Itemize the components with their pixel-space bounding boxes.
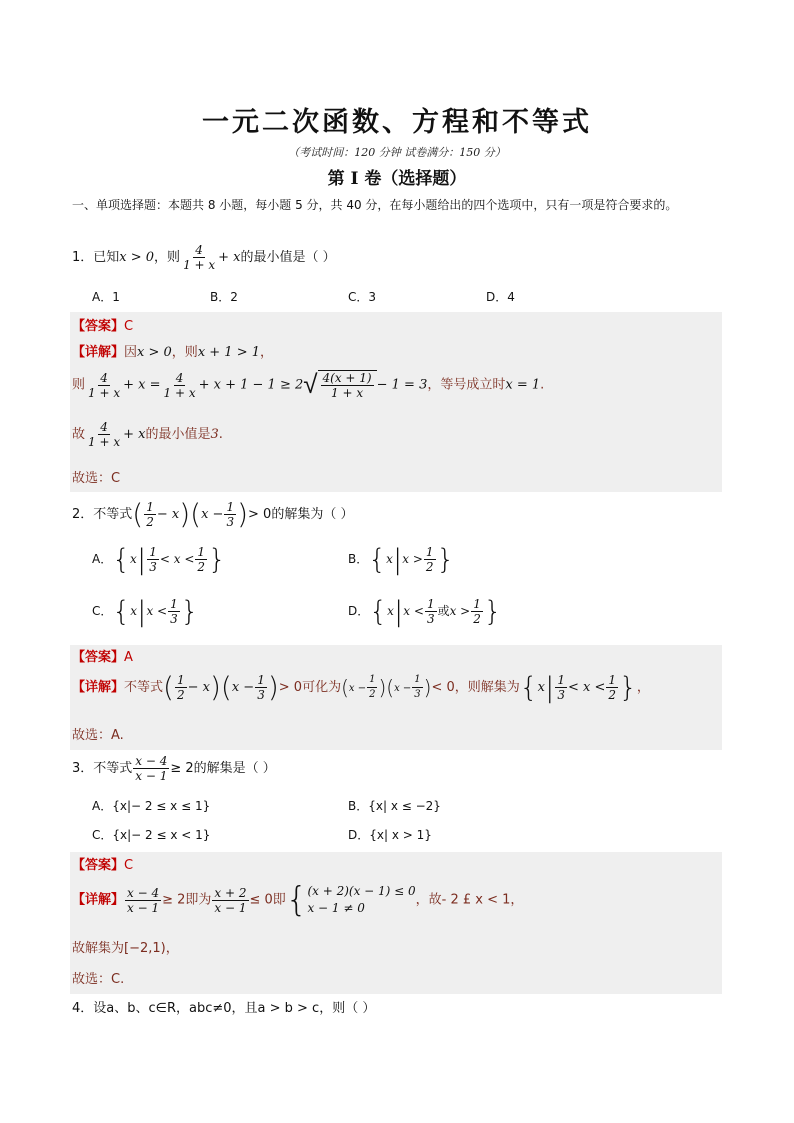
q3-answer-tag: 【答案】 [72,858,125,873]
q1-detail-line-2 [72,370,544,400]
q3-detail-b: ≤ 0即 [249,892,286,908]
q2-a-label: A． [92,552,113,566]
q1-d2-frac1-num: 4 [100,370,108,385]
q1-option-d: D．4 [486,290,515,304]
q3-detail-2: 故解集为[−2,1)， [72,941,179,956]
q2-a-frac1 [147,545,159,574]
q1-solution-box [70,312,722,492]
bar-icon: | [137,594,147,628]
q3-dt-frac2-num: x + 2 [214,885,247,900]
q1-answer-value: C [124,319,134,334]
q1-mid: ，则 [154,250,181,265]
q3-dt-frac2 [212,886,248,915]
q3-detail-a: ≥ 2即为 [162,892,212,908]
question-2: 2．不等式( $\frac{1}{2}$ − x)(x − $\frac{1}{3}$ )> 0的解集为（ ） [72,497,354,531]
q1-d1a: 因 [124,345,138,360]
q3-sys-1: (x + 2)(x − 1) ≤ 0 [307,884,416,898]
paren-close-icon: ) [179,497,191,531]
brace-open-icon: { [285,880,308,920]
q1-detail-tag: 【详解】 [72,345,125,360]
q1-d2-frac1 [86,371,122,400]
q2-frac-a [144,500,156,529]
q2-detail-b: > 0可化为 [278,680,342,695]
q2-c-frac-num: 1 [170,597,178,611]
page-title: 一元二次函数、方程和不等式 [202,107,592,138]
q2-option-d [348,594,502,628]
q2-c-label: C． [92,604,113,618]
q3-option-d: D．{x| x > 1} [348,828,432,842]
paren-open-icon: ( [190,497,202,531]
volume-heading: 第 I 卷（选择题） [327,169,467,189]
q3-dt-frac1 [125,886,161,915]
q2-dt-frac4 [412,673,422,702]
q1-d2-frac3-den: 1 + x [331,386,364,400]
q3-option-b: B．{x| x ≤ −2} [348,799,441,813]
q1-d3-frac [86,420,122,449]
bar-icon: | [136,542,147,576]
q2-d-frac1 [425,597,437,626]
q1-frac-num: 4 [195,243,203,257]
q1-d3b: + x [123,427,146,442]
q1-d3e: . [218,427,223,442]
q1-d2-frac1-den: 1 + x [88,385,121,400]
q2-frac-a-num: 1 [146,500,154,514]
q3-answer [72,854,133,873]
q3-option-a: A．{x|− 2 ≤ x ≤ 1} [92,799,211,813]
q2-d-mid: x < [403,604,424,618]
q2-a-frac1-num: 1 [149,545,157,559]
q2-frac-b [224,500,236,529]
q1-d2-frac2-den: 1 + x [163,385,196,400]
q1-d2a: 则 [72,377,86,393]
q2-d-label: D． [348,604,370,618]
q2-d-frac2-num: 1 [473,597,481,611]
q2-dt-frac2 [255,673,267,702]
q3-prefix: 3．不等式 [72,761,133,776]
q1-d3a: 故 [72,427,86,442]
q2-dt-frac1-num: 1 [176,673,185,687]
q3-solution-box [70,852,722,994]
q2-d-frac1-den: 3 [426,612,435,626]
q2-d-x: x [387,604,394,618]
q2-a-frac2 [195,545,207,574]
q3-detail-tag: 【详解】 [72,892,125,908]
q2-option-a [92,542,226,576]
paren-open-icon: ( [220,670,232,704]
paren-close-icon: ) [209,670,221,704]
q2-a-frac2-num: 1 [197,545,206,559]
q2-detail-d: ， [636,680,650,695]
brace-open-icon: { [519,670,538,704]
q2-dt-frac1 [175,673,187,702]
brace-close-icon: } [619,670,637,704]
q2-frac-a-den: 2 [146,515,154,529]
q1-d3d: 3 [210,427,219,442]
q3-sys-2: x − 1 ≠ 0 [307,901,365,915]
q2-answer-value: A [124,650,133,665]
q1-frac-den: 1 + x [183,258,216,272]
q1-cond: x > 0 [119,250,155,265]
q1-d1e: ， [260,345,274,360]
question-4: 4．设a、b、c∈R，abc≠0，且a > b > c，则（ ） [72,1001,376,1016]
q2-d-frac2 [471,597,483,626]
paren-close-icon: ) [237,497,249,531]
q2-b-frac-num: 1 [425,545,434,559]
brace-open-icon: { [112,594,131,628]
section-intro: 一、单项选择题：本题共 8 小题，每小题 5 分，共 40 分，在每小题给出的四个选项中，只有一项是符合要求的。 [72,198,678,212]
bar-icon: | [544,670,555,704]
q2-d-or: 或 [437,604,450,618]
q3-detail [72,880,524,920]
brace-close-icon: } [436,542,455,576]
q2-a-frac1-den: 3 [149,560,157,574]
q1-d1b: x > 0 [137,345,172,360]
q2-option-b [348,542,455,576]
q2-b-mid: x > [402,552,423,566]
q3-pick: 故选：C. [72,972,125,987]
q2-dt-frac3-num: 1 [367,673,377,688]
q1-d2-radicand [318,370,377,400]
q1-answer-tag: 【答案】 [72,319,125,334]
q1-prefix: 1．已知 [72,250,120,265]
q2-frac-b-num: 1 [226,500,235,514]
brace-close-icon: } [483,594,502,628]
q2-dt-mid: < x < [568,680,606,695]
brace-close-icon: } [208,542,226,576]
q2-a-mid: < x < [159,552,195,566]
paren-open-icon: ( [163,670,174,704]
q2-suffix: > 0的解集为（ ） [248,507,354,522]
exam-meta: （考试时间：120 分钟 试卷满分：150 分） [288,146,506,159]
q1-plus: + x [218,250,241,265]
q1-d2-frac2-num: 4 [175,370,184,385]
q3-answer-value: C [124,858,134,873]
q2-pick: 故选：A. [72,728,124,743]
q1-d2-eq1: + x = [123,377,161,393]
q2-b-frac [424,545,436,574]
q2-b-x: x [386,552,393,566]
q3-dt-frac1-num: x − 4 [127,885,160,900]
q1-detail-line-1 [72,341,273,360]
q2-dt-frac2-den: 3 [257,688,265,702]
paren-close-icon: ) [267,670,279,704]
paren-open-icon: ( [341,675,349,700]
bar-icon: | [392,542,403,576]
q2-frac-b-den: 3 [226,515,235,529]
q1-answer [72,315,133,334]
q2-c-frac [168,597,180,626]
q2-dt-frac5-den: 3 [557,688,566,702]
q1-d3-frac-num: 4 [100,420,108,434]
q2-dt-frac6-den: 2 [608,688,617,702]
q3-dt-frac2-den: x − 1 [214,900,247,915]
q1-d1c: ，则 [171,345,198,360]
q2-dt-frac4-den: 3 [414,689,421,700]
q1-d2-frac2 [162,371,198,400]
q1-d3-frac-den: 1 + x [88,435,121,449]
q1-d2d: . [540,377,545,393]
q2-a-x: x [130,552,137,566]
q1-d3c: 的最小值是 [145,427,211,442]
q2-a-frac2-den: 2 [197,560,206,574]
q2-option-c [92,594,199,628]
q1-d2b: ，等号成立时 [427,377,506,393]
q2-detail: 【详解】不等式( $\frac{1}{2}$ − x)(x − $\frac{1}{3}$ )> 0可化为(x − $\frac{1}{2}$ )(x − $\frac{1}{3}$ )< 0，则解集为{x| $\frac{1}{3}$ < x < $\frac{1}{2}$ }， [72,670,650,704]
q2-dt-frac1-den: 2 [176,688,185,702]
q2-c-x: x [130,604,137,618]
q1-option-b: B．2 [210,290,238,304]
q2-d-frac1-num: 1 [426,597,435,611]
q2-answer-tag: 【答案】 [72,650,125,665]
q1-d2-frac3-num: 4(x + 1) [322,371,372,385]
q2-answer [72,646,133,665]
q2-dt-frac4-num: 1 [412,673,422,688]
paren-close-icon: ) [423,675,432,700]
q1-d1d: x + 1 > 1 [197,345,261,360]
q3-frac-num: x − 4 [135,754,168,768]
brace-open-icon: { [112,542,131,576]
sqrt-sign-icon: √ [303,370,318,400]
q2-dt-frac6-num: 1 [608,673,617,687]
q2-c-mid: x < [146,604,168,618]
q1-option-c: C．3 [348,290,377,304]
q2-detail-a: 不等式 [124,680,164,695]
q2-b-label: B． [348,552,369,566]
q2-dt-frac5 [555,673,567,702]
q1-fraction [181,243,217,272]
question-3 [72,754,276,783]
q3-suffix: ≥ 2的解集是（ ） [170,761,276,776]
q2-dt-frac6 [606,673,618,702]
q1-detail-line-3 [72,420,223,449]
q2-dt-frac3-den: 2 [369,689,376,700]
q2-d-mid2: x > [449,604,471,618]
brace-close-icon: } [180,594,199,628]
q1-pick: 故选：C [72,471,121,486]
q2-dt-frac5-num: 1 [557,673,566,687]
paren-open-icon: ( [386,675,395,700]
question-1 [72,243,336,272]
q1-d2-eq3: − 1 = 3 [376,377,428,393]
paren-open-icon: ( [132,497,144,531]
q1-suffix: 的最小值是（ ） [240,250,336,265]
q3-dt-frac1-den: x − 1 [127,900,160,915]
q2-prefix: 2．不等式 [72,507,133,522]
q2-b-frac-den: 2 [425,560,434,574]
brace-open-icon: { [368,542,387,576]
q1-d2-eq2: + x + 1 − 1 ≥ 2 [198,377,304,393]
q2-c-frac-den: 3 [170,612,178,626]
q2-dt-frac2-num: 1 [257,673,265,687]
q3-option-c: C．{x|− 2 ≤ x < 1} [92,828,211,842]
brace-open-icon: { [369,594,388,628]
q2-detail-c: < 0，则解集为 [431,680,520,695]
q2-detail-tag: 【详解】 [72,680,125,695]
q3-frac-den: x − 1 [135,769,168,783]
q1-d2-sqrt [303,370,376,400]
q3-frac [133,754,169,783]
q2-d-frac2-den: 2 [473,612,481,626]
q1-option-a: A．1 [92,290,120,304]
q3-system [285,880,416,920]
bar-icon: | [393,594,404,628]
q1-d2-frac3 [321,371,374,400]
paren-close-icon: ) [378,675,387,700]
q3-detail-c: ，故- 2 £ x < 1， [415,892,524,908]
q2-dt-frac3 [367,673,377,702]
q1-d2c: x = 1 [505,377,541,393]
